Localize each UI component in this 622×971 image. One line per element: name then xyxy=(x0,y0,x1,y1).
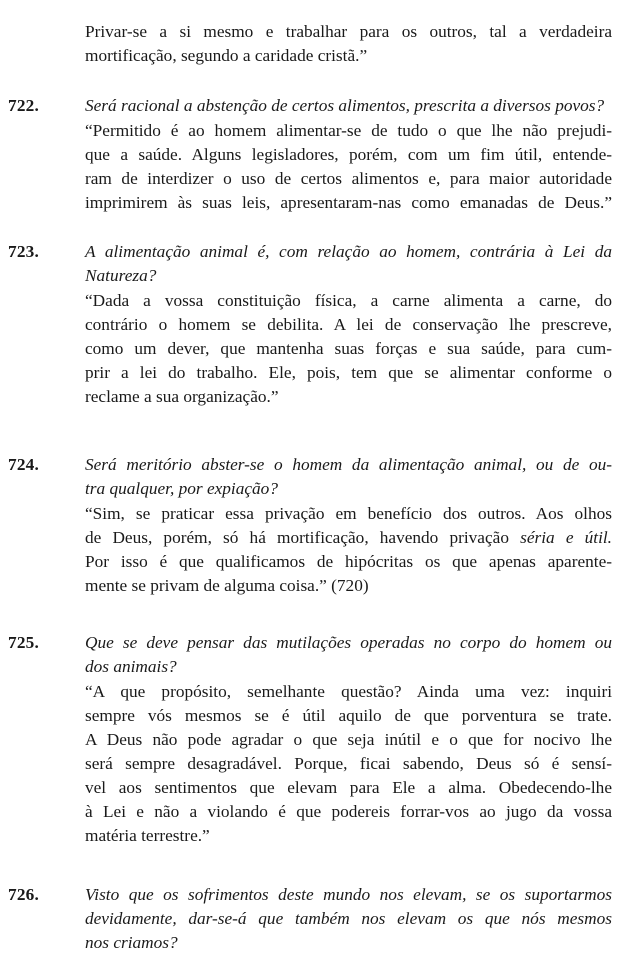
answer-724-line-2-text: de Deus, porém, só há mortificação, havendo privação xyxy=(85,528,521,547)
answer-723-line-4: prir a lei do trabalho. Ele, pois, tem que se alimentar conforme o xyxy=(85,363,612,382)
answer-724-emphasis: séria e útil. xyxy=(520,528,612,547)
answer-724-line-3: Por isso é que qualificamos de hipócritas os que apenas aparente- xyxy=(85,552,612,571)
question-724-line-2: tra qualquer, por expiação? xyxy=(85,479,278,498)
answer-722-line-2: que a saúde. Alguns legisladores, porém, com um fim útil, entende- xyxy=(85,145,612,164)
answer-723-line-3: como um dever, que mantenha suas forças e sua saúde, para cum- xyxy=(85,339,612,358)
answer-725-line-6: à Lei e não a violando é que podereis forrar-vos ao jugo da vossa xyxy=(85,802,612,821)
answer-723-line-5: reclame a sua organização.” xyxy=(85,387,279,406)
question-722-line-1: Será racional a abstenção de certos alimentos, prescrita a diversos povos? xyxy=(85,96,605,115)
question-725-line-2: dos animais? xyxy=(85,657,177,676)
answer-725-line-7: matéria terrestre.” xyxy=(85,826,210,845)
question-number-724: 724. xyxy=(8,455,40,474)
answer-725-line-2: sempre vós mesmos se é útil aquilo de que porventura se trate. xyxy=(85,706,612,725)
question-723-line-2: Natureza? xyxy=(85,266,157,285)
answer-723-line-1: “Dada a vossa constituição física, a carne alimenta a carne, do xyxy=(85,291,612,310)
question-723-line-1: A alimentação animal é, com relação ao homem, contrária à Lei da xyxy=(85,242,612,261)
question-number-725: 725. xyxy=(8,633,40,652)
intro-line-1: Privar-se a si mesmo e trabalhar para os outros, tal a verdadeira xyxy=(85,22,612,41)
answer-724-line-4: mente se privam de alguma coisa.” (720) xyxy=(85,576,369,595)
question-725-line-1: Que se deve pensar das mutilações operadas no corpo do homem ou xyxy=(85,633,612,652)
answer-724-line-1: “Sim, se praticar essa privação em benefício dos outros. Aos olhos xyxy=(85,504,612,523)
question-726-line-3: nos criamos? xyxy=(85,933,178,952)
answer-724-line-2 xyxy=(85,526,612,550)
question-number-722: 722. xyxy=(8,96,40,115)
answer-723-line-2: contrário o homem se debilita. A lei de conservação lhe prescreve, xyxy=(85,315,612,334)
question-726-line-1: Visto que os sofrimentos deste mundo nos elevam, se os suportarmos xyxy=(85,885,612,904)
answer-722-line-4: imprimirem às suas leis, apresentaram-nas como emanadas de Deus.” xyxy=(85,193,612,212)
answer-725-line-5: vel aos sentimentos que elevam para Ele a alma. Obedecendo-lhe xyxy=(85,778,612,797)
question-number-726: 726. xyxy=(8,885,40,904)
answer-725-line-3: A Deus não pode agradar o que seja inútil e o que for nocivo lhe xyxy=(85,730,612,749)
answer-725-line-4: será sempre desagradável. Porque, ficai sabendo, Deus só é sensí- xyxy=(85,754,612,773)
answer-722-line-3: ram de interdizer o uso de certos alimentos e, para maior autoridade xyxy=(85,169,612,188)
answer-725-line-1: “A que propósito, semelhante questão? Ainda uma vez: inquiri xyxy=(85,682,612,701)
question-number-723: 723. xyxy=(8,242,40,261)
answer-722-line-1: “Permitido é ao homem alimentar-se de tudo o que lhe não prejudi- xyxy=(85,121,612,140)
question-724-line-1: Será meritório abster-se o homem da alimentação animal, ou de ou- xyxy=(85,455,612,474)
intro-line-2: mortificação, segundo a caridade cristã.” xyxy=(85,46,368,65)
question-726-line-2: devidamente, dar-se-á que também nos elevam os que nós mesmos xyxy=(85,909,612,928)
